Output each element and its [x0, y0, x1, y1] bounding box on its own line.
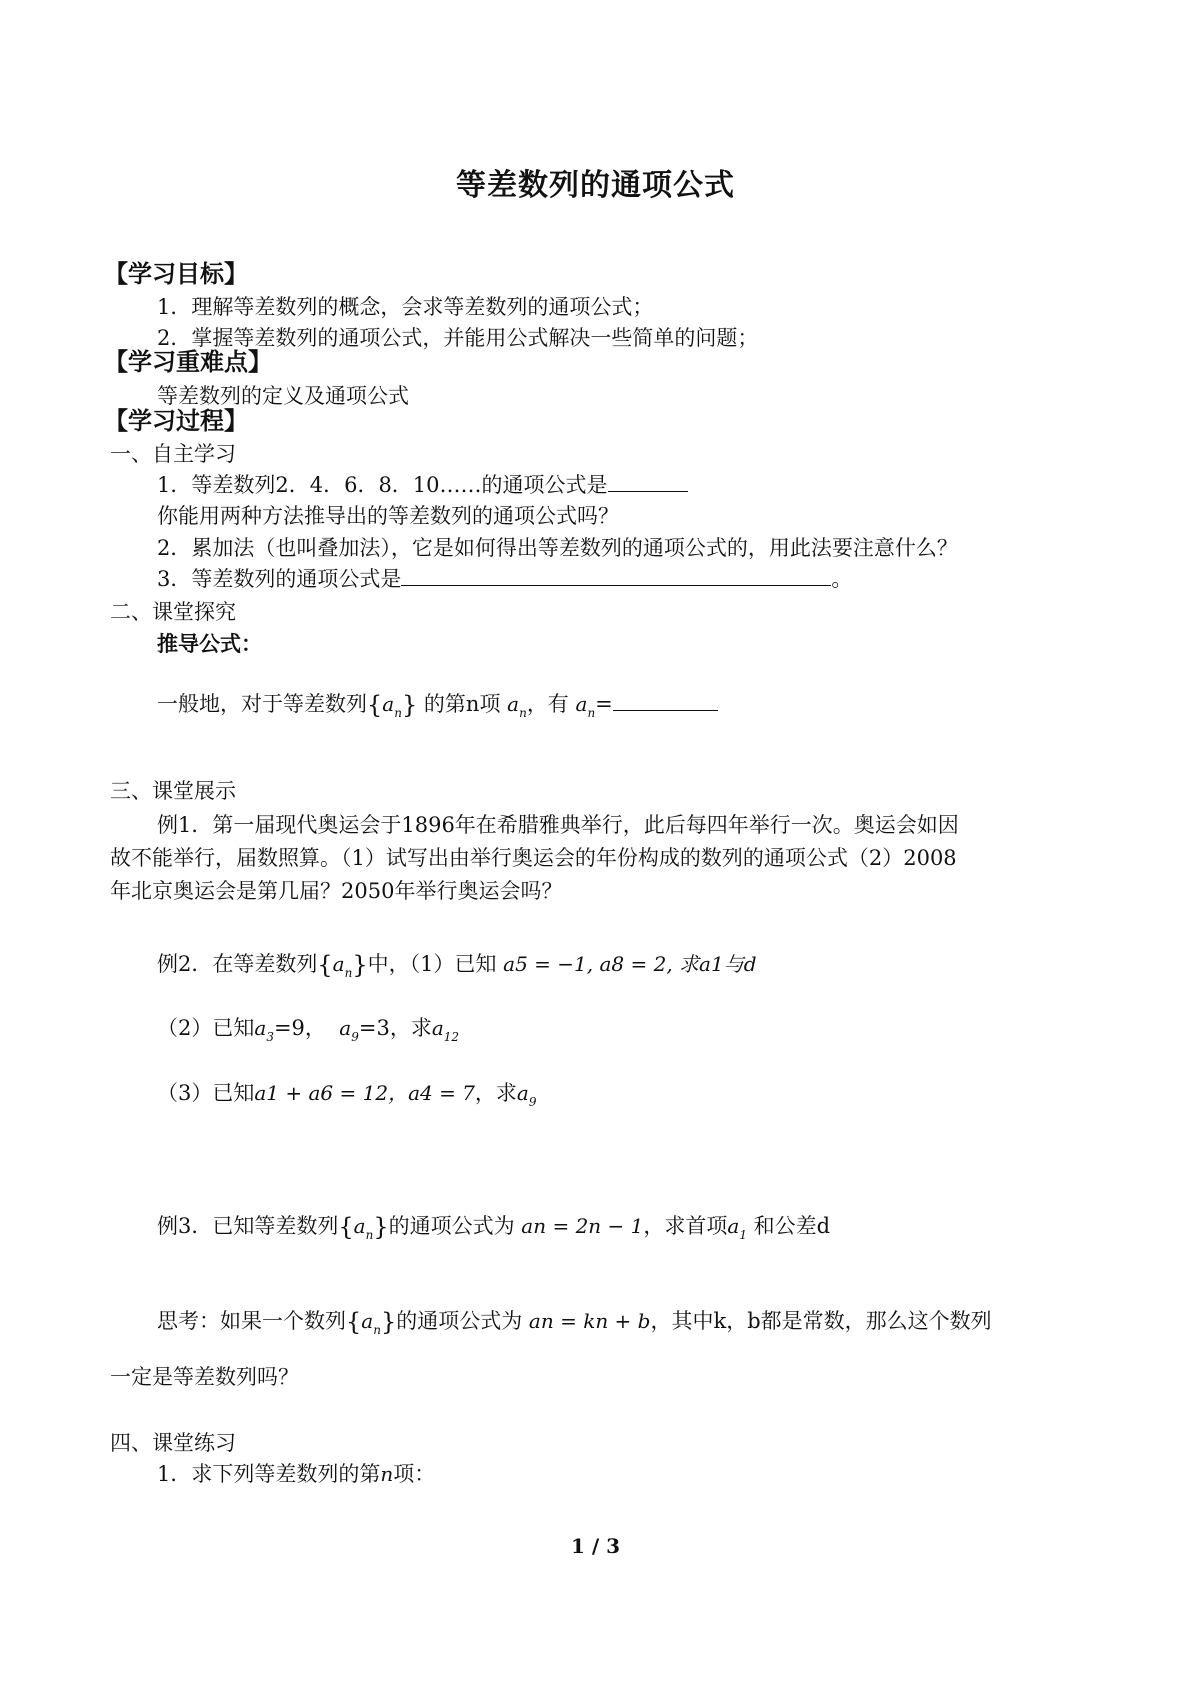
derive-label: 推导公式：	[157, 631, 262, 656]
math-expression: a5 = −1, a8 = 2, 求a1与d	[503, 952, 757, 976]
think-question-line-2: 一定是等差数列吗？	[110, 1365, 299, 1389]
example-2-part-2: （2）已知$a_3=9$， $a_9=3$，求$a_{12}$	[157, 1016, 460, 1044]
keypoints-text: 等差数列的定义及通项公式	[157, 384, 409, 408]
answer-blank	[401, 563, 831, 586]
example-1-line-2: 故不能举行，届数照算。（1）试写出由举行奥运会的年份构成的数列的通项公式（2）2008	[110, 846, 957, 870]
think-question: 思考：如果一个数列$\{a_n\}$的通项公式为 an = kn + b，其中k，b都是常数，那么这个数列	[157, 1308, 992, 1337]
example-1-line-3: 年北京奥运会是第几届？2050年举行奥运会吗？	[110, 879, 563, 903]
s1-question-2: 2．累加法（也叫叠加法），它是如何得出等差数列的通项公式的，用此法要注意什么？	[157, 536, 958, 560]
math-expression: an = kn + b	[528, 1309, 651, 1333]
section-1-title: 一、自主学习	[110, 442, 236, 466]
math-expression: a1 + a6 = 12，a4 = 7	[254, 1081, 475, 1105]
example-3: 例3．已知等差数列$\{a_n\}$的通项公式为 an = 2n − 1，求首项$a_1$ 和公差d	[157, 1213, 831, 1242]
section-3-title: 三、课堂展示	[110, 779, 236, 803]
goal-item-1: 1．理解等差数列的概念，会求等差数列的通项公式；	[157, 295, 654, 319]
answer-blank	[608, 469, 688, 492]
process-header: 【学习过程】	[104, 406, 248, 435]
section-4-title: 四、课堂练习	[110, 1431, 236, 1455]
example-2: 例2．在等差数列$\{a_n\}$中，（1）已知 a5 = −1, a8 = 2, 求a1与d	[157, 951, 757, 980]
s1-question-3: 3．等差数列的通项公式是 。	[157, 563, 852, 595]
s1-question-1: 1．等差数列2．4．6．8．10……的通项公式是	[157, 469, 688, 501]
general-statement: 一般地，对于等差数列$\{a_n\}$ 的第n项 $a_n$，有 $a_n=$	[157, 688, 718, 729]
page-title: 等差数列的通项公式	[456, 168, 735, 203]
s1-question-1b: 你能用两种方法推导出的等差数列的通项公式吗？	[157, 504, 619, 528]
goal-item-2: 2．掌握等差数列的通项公式，并能用公式解决一些简单的问题；	[157, 326, 759, 350]
keypoints-header: 【学习重难点】	[104, 347, 272, 376]
sequence-symbol: $\{a_n\}$	[367, 691, 418, 720]
example-1-line-1: 例1．第一届现代奥运会于1896年在希腊雅典举行，此后每四年举行一次。奥运会如因	[157, 813, 959, 837]
term-symbol: $a_n$	[507, 692, 527, 720]
page-number: 1 / 3	[570, 1534, 621, 1558]
answer-blank	[613, 688, 718, 711]
goals-header: 【学习目标】	[104, 259, 248, 288]
section-2-title: 二、课堂探究	[110, 600, 236, 624]
math-expression: an = 2n − 1	[521, 1214, 644, 1238]
example-2-part-3: （3）已知a1 + a6 = 12，a4 = 7，求$a_9$	[157, 1081, 537, 1109]
practice-question-1: 1．求下列等差数列的第n项：	[157, 1462, 436, 1486]
